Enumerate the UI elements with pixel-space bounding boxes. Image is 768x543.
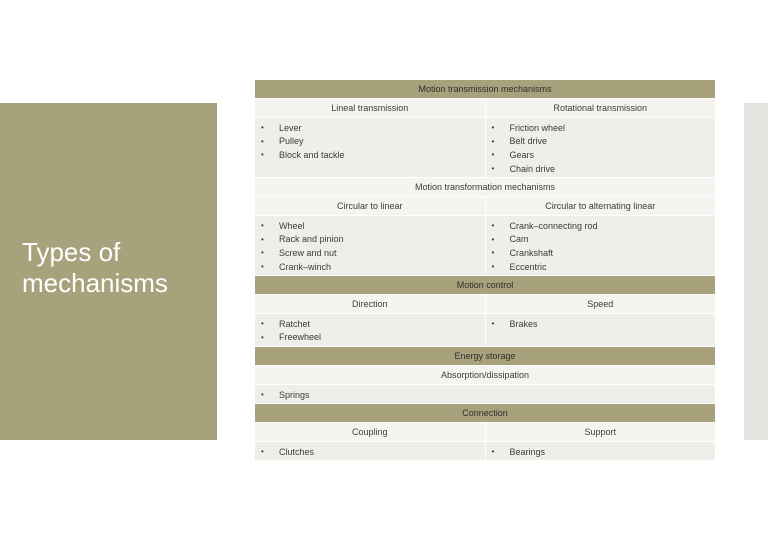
list-item: • Clutches [261,446,315,457]
list-item: • Lever [261,122,302,133]
bullet-icon: • [261,447,264,457]
subheader-circular-linear: Circular to linear [336,201,403,211]
bullet-icon: • [261,332,264,342]
list-item: • Block and tackle [261,149,345,160]
items-row-connection [255,442,715,461]
list-lineal [255,118,485,177]
list-direction [255,314,485,346]
subheader-rotational: Rotational transmission [485,99,716,117]
bullet-icon: • [491,248,495,258]
bullet-icon: • [491,319,495,329]
list-item: • Gears [491,149,535,160]
subheader-absorption: Absorption/dissipation [440,370,530,380]
subheader-row-transmission [255,99,715,118]
bullet-icon: • [491,447,495,457]
bullet-icon: • [491,164,495,174]
list-item: • Cam [491,234,529,245]
list-item: • Bearings [491,446,546,457]
section-header-connection: Connection [255,404,715,423]
list-item: • Freewheel [261,332,322,343]
bullet-icon: • [491,123,495,133]
list-item: • Wheel [261,220,305,231]
bullet-icon: • [261,150,264,160]
list-item: • Pulley [261,136,304,147]
list-item: • Ratchet [261,318,311,329]
section-header-transmission: Motion transmission mechanisms [255,80,715,99]
mechanisms-table [255,80,715,461]
list-absorption [255,385,715,403]
bullet-icon: • [261,390,264,400]
list-circular-alternating [485,216,716,275]
list-item: • Screw and nut [261,247,337,258]
list-item: • Chain drive [491,163,556,174]
items-row-control [255,314,715,347]
subheader-row-connection [255,423,715,442]
list-item: • Eccentric [491,261,547,272]
items-row-transmission [255,118,715,178]
subheader-row-control [255,295,715,314]
section-header-storage: Energy storage [255,347,715,366]
subheader-speed: Speed [485,295,716,313]
bullet-icon: • [261,319,264,329]
bullet-icon: • [491,136,495,146]
list-coupling [255,442,485,460]
list-circular-linear [255,216,485,275]
subheader-direction: Direction [351,299,388,309]
list-item: • Belt drive [491,136,548,147]
slide-title: Types of mechanisms [22,237,168,298]
bullet-icon: • [261,221,264,231]
list-support [485,442,716,460]
list-item: • Brakes [491,318,538,329]
bullet-icon: • [261,234,264,244]
bullet-icon: • [261,262,264,272]
bullet-icon: • [491,150,495,160]
list-item: • Crank–connecting rod [491,220,598,231]
right-decor-strip [744,103,768,440]
subheader-support: Support [485,423,716,441]
bullet-icon: • [261,123,264,133]
bullet-icon: • [261,136,264,146]
bullet-icon: • [261,248,264,258]
section-header-control: Motion control [255,276,715,295]
bullet-icon: • [491,262,495,272]
section-header-transformation: Motion transformation mechanisms [255,178,715,197]
subheader-row-transformation [255,197,715,216]
list-item: • Springs [261,389,310,400]
bullet-icon: • [491,221,495,231]
items-row-storage [255,385,715,404]
list-rotational [485,118,716,177]
subheader-row-storage [255,366,715,385]
subheader-circular-alternating: Circular to alternating linear [485,197,716,215]
subheader-lineal: Lineal transmission [331,103,409,113]
bullet-icon: • [491,234,495,244]
list-speed [485,314,716,346]
items-row-transformation [255,216,715,276]
subheader-coupling: Coupling [351,427,388,437]
list-item: • Rack and pinion [261,234,344,245]
list-item: • Crank–winch [261,261,332,272]
list-item: • Crankshaft [491,247,554,258]
list-item: • Friction wheel [491,122,566,133]
